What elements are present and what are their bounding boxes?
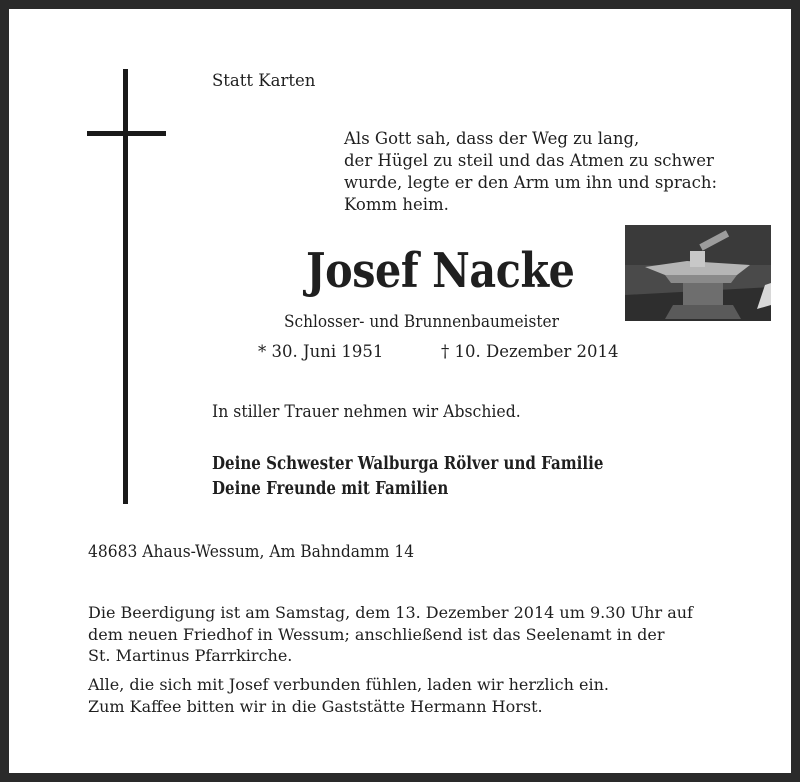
funeral-paragraph (88, 602, 713, 667)
anvil-photo (625, 225, 771, 321)
deceased-name: Josef Nacke (306, 243, 575, 299)
header-text: Statt Karten (212, 71, 316, 90)
invitation-paragraph (88, 674, 609, 717)
birth-date: * 30. Juni 1951 (258, 342, 384, 361)
mourner-line: Deine Freunde mit Familien (212, 479, 449, 499)
death-date: † 10. Dezember 2014 (441, 342, 619, 361)
funeral-line: Die Beerdigung ist am Samstag, dem 13. Dezember 2014 um 9.30 Uhr auf (88, 603, 693, 622)
funeral-line: dem neuen Friedhof in Wessum; anschließend ist das Seelenamt in der (88, 624, 665, 644)
funeral-line: St. Martinus Pfarrkirche. (88, 646, 293, 665)
mourners-block (212, 452, 603, 502)
invitation-line: Zum Kaffee bitten wir in die Gaststätte Hermann Horst. (88, 696, 543, 716)
verse-line: Komm heim. (344, 195, 449, 214)
verse-line: Als Gott sah, dass der Weg zu lang, (344, 129, 640, 148)
mourner-line: Deine Schwester Walburga Rölver und Familie (212, 454, 604, 474)
cross-icon-horizontal (87, 131, 166, 136)
verse-line: der Hügel zu steil und das Atmen zu schwer (344, 151, 714, 170)
address-text: 48683 Ahaus-Wessum, Am Bahndamm 14 (88, 542, 415, 561)
anvil-icon (625, 225, 771, 321)
farewell-text: In stiller Trauer nehmen wir Abschied. (212, 402, 521, 421)
verse-line: wurde, legte er den Arm um ihn und sprach: (344, 173, 718, 192)
verse-block (344, 128, 717, 216)
invitation-line: Alle, die sich mit Josef verbunden fühlen, laden wir herzlich ein. (88, 675, 609, 694)
profession-text: Schlosser- und Brunnenbaumeister (284, 312, 559, 331)
